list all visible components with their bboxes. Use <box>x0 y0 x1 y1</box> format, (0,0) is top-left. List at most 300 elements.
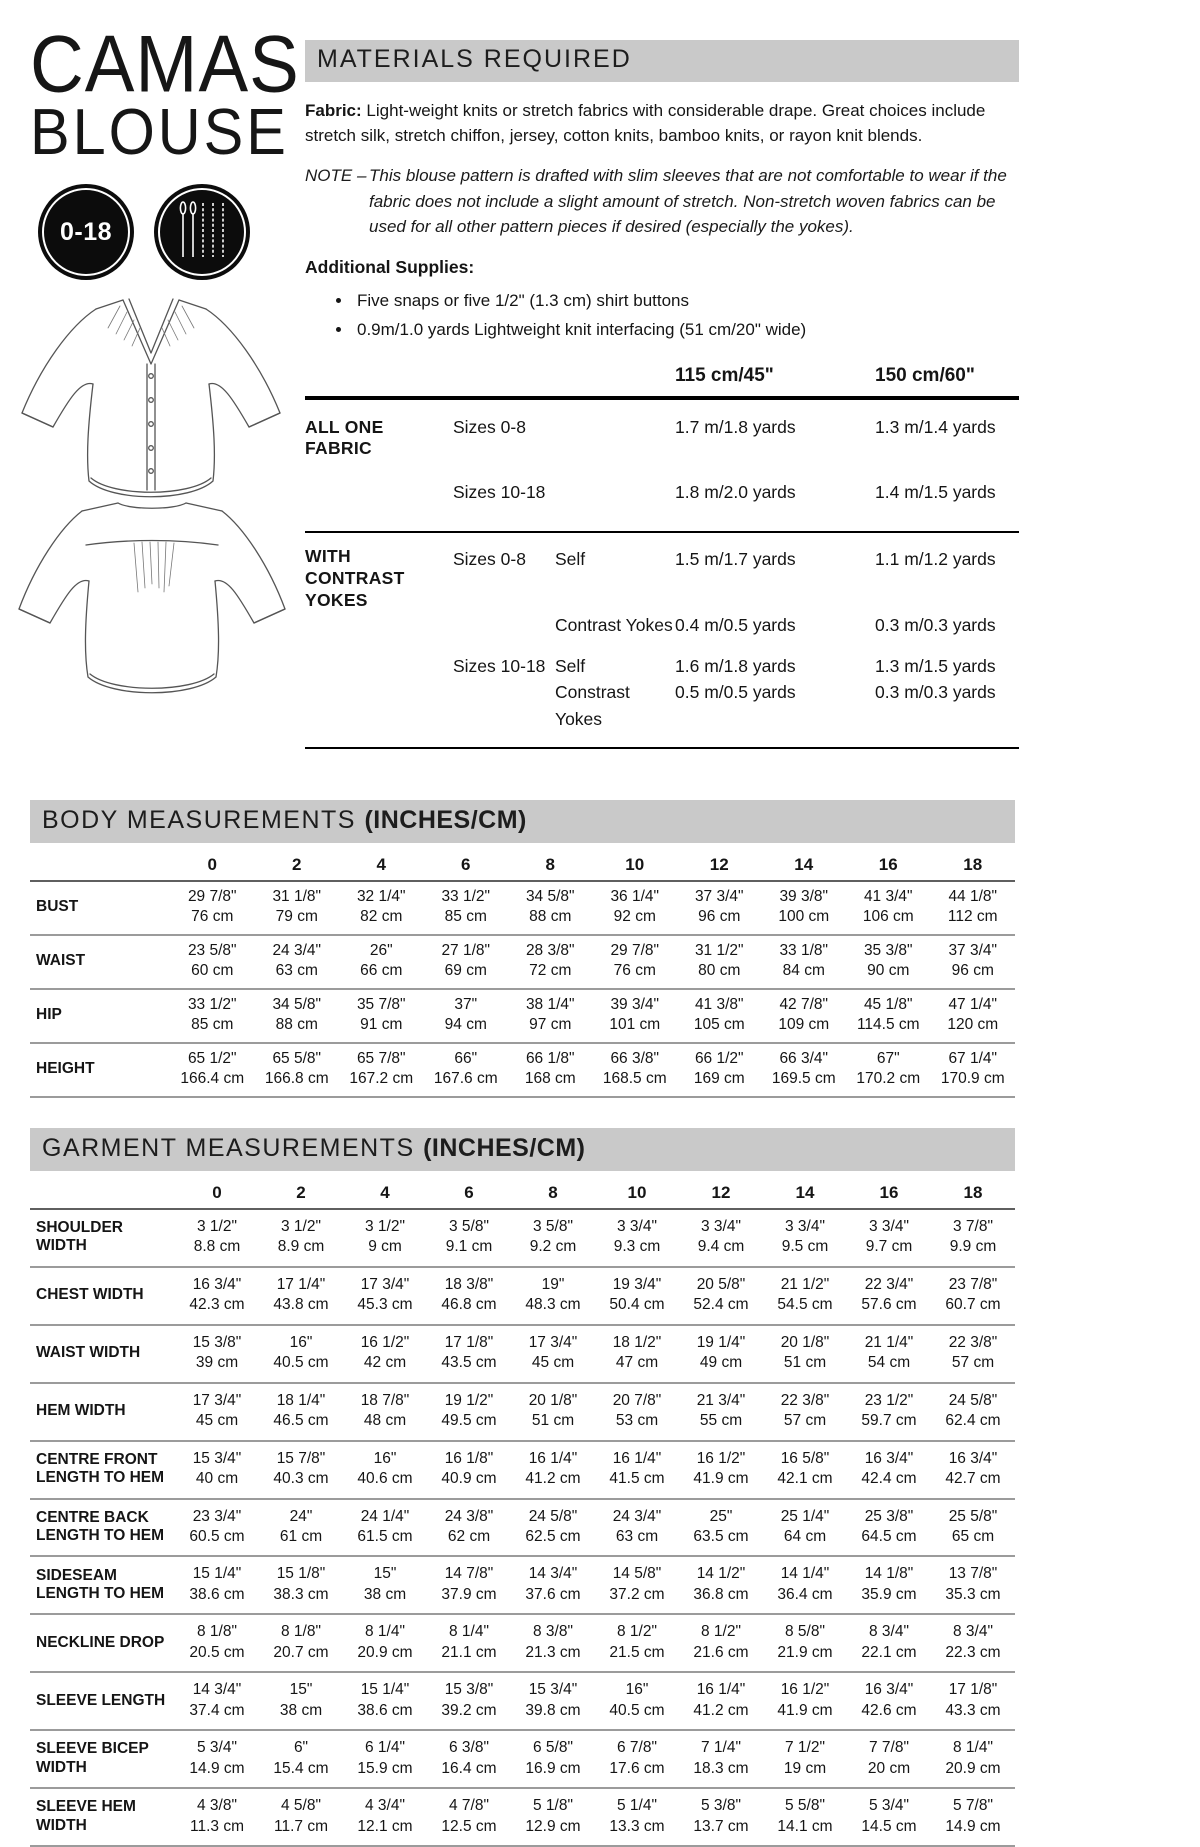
yardage-part: Self <box>555 549 586 570</box>
fabric-label: Fabric: <box>305 101 362 120</box>
value-inches: 5 1/4" <box>617 1797 657 1815</box>
measurement-cell <box>593 989 678 1043</box>
value-inches: 27 1/8" <box>441 941 491 959</box>
measurement-cell <box>259 1267 343 1325</box>
value-inches: 5 5/8" <box>785 1797 825 1815</box>
value-cm: 46.5 cm <box>273 1412 329 1430</box>
measurement-cell <box>259 1672 343 1730</box>
size-column-header: 12 <box>677 845 762 881</box>
materials-heading-bar <box>305 40 1019 82</box>
value-inches: 13 7/8" <box>948 1565 998 1583</box>
measurement-cell <box>846 989 931 1043</box>
yardage-150: 1.1 m/1.2 yards <box>875 549 996 570</box>
value-cm: 18.3 cm <box>693 1759 749 1777</box>
value-inches: 24" <box>289 1507 313 1525</box>
measurement-cell <box>511 1788 595 1846</box>
measurement-row <box>30 881 1015 935</box>
value-inches: 65 5/8" <box>272 1049 322 1067</box>
measurement-cell <box>763 1556 847 1614</box>
value-cm: 36.4 cm <box>777 1585 833 1603</box>
measurement-cell <box>762 881 847 935</box>
yardage-sizes: Sizes 0-8 <box>453 416 526 437</box>
value-inches: 22 3/8" <box>948 1333 998 1351</box>
value-inches: 66 1/2" <box>694 1049 744 1067</box>
value-cm: 21.1 cm <box>441 1643 497 1661</box>
value-inches: 15 1/4" <box>192 1565 242 1583</box>
value-cm: 20.7 cm <box>273 1643 329 1661</box>
note-paragraph <box>305 163 1019 240</box>
value-inches: 16 1/8" <box>444 1449 494 1467</box>
value-cm: 12.1 cm <box>357 1817 413 1835</box>
measurement-cell <box>175 1209 259 1267</box>
value-cm: 64 cm <box>783 1527 827 1545</box>
value-cm: 40.3 cm <box>273 1470 329 1488</box>
size-header-row <box>30 845 1015 881</box>
yardage-150: 0.3 m/0.3 yards <box>875 614 996 635</box>
measurement-cell <box>427 1614 511 1672</box>
measurement-cell <box>343 1383 427 1441</box>
value-inches: 65 1/2" <box>187 1049 237 1067</box>
size-column-header: 16 <box>847 1173 931 1209</box>
value-inches: 17 1/8" <box>444 1333 494 1351</box>
value-cm: 49 cm <box>699 1354 743 1372</box>
value-inches: 39 3/8" <box>779 888 829 905</box>
value-inches: 29 7/8" <box>187 888 237 905</box>
value-cm: 105 cm <box>693 1016 745 1034</box>
yardage-group-label: WITH CONTRAST YOKES <box>305 546 405 611</box>
measurement-row <box>30 1730 1015 1788</box>
value-cm: 14.9 cm <box>945 1817 1001 1835</box>
materials-heading: MATERIALS REQUIRED <box>317 45 632 73</box>
value-cm: 82 cm <box>360 908 403 926</box>
measurement-row <box>30 1788 1015 1846</box>
value-cm: 85 cm <box>444 908 487 926</box>
value-cm: 53 cm <box>615 1412 659 1430</box>
measurement-cell <box>763 1788 847 1846</box>
measurement-cell <box>931 1672 1015 1730</box>
value-inches: 24 5/8" <box>528 1507 578 1525</box>
measurement-cell <box>175 1730 259 1788</box>
value-cm: 46.8 cm <box>441 1296 497 1314</box>
measurement-row <box>30 1267 1015 1325</box>
value-cm: 96 cm <box>698 908 741 926</box>
materials-section <box>305 40 1019 749</box>
needles-icon <box>176 199 228 266</box>
measurement-cell <box>427 1672 511 1730</box>
value-inches: 16 1/4" <box>612 1449 662 1467</box>
value-inches: 7 1/4" <box>701 1739 741 1757</box>
measurement-cell <box>931 1043 1016 1097</box>
value-cm: 21.6 cm <box>693 1643 749 1661</box>
value-cm: 42.4 cm <box>861 1470 917 1488</box>
measurement-label: HEIGHT <box>30 1043 170 1097</box>
measurement-label: SLEEVE HEM WIDTH <box>30 1788 175 1846</box>
value-inches: 5 3/8" <box>701 1797 741 1815</box>
value-cm: 80 cm <box>698 962 741 980</box>
value-inches: 3 1/2" <box>281 1218 321 1235</box>
measurement-cell <box>259 1499 343 1557</box>
measurement-cell <box>259 1614 343 1672</box>
value-cm: 35.3 cm <box>945 1585 1001 1603</box>
value-inches: 22 3/8" <box>780 1391 830 1409</box>
measurement-cell <box>679 1614 763 1672</box>
value-inches: 65 7/8" <box>356 1049 406 1067</box>
value-inches: 38 1/4" <box>525 995 575 1013</box>
value-inches: 5 3/4" <box>869 1797 909 1815</box>
measurement-cell <box>846 935 931 989</box>
value-inches: 16" <box>625 1681 649 1699</box>
value-inches: 16 1/2" <box>696 1449 746 1467</box>
garment-measurements-section <box>30 1128 1015 1847</box>
measurement-cell <box>677 1043 762 1097</box>
value-inches: 16" <box>289 1333 313 1351</box>
value-inches: 28 3/8" <box>525 941 575 959</box>
value-inches: 3 3/4" <box>701 1218 741 1235</box>
value-cm: 112 cm <box>947 908 998 926</box>
supplies-list <box>305 287 1019 345</box>
measurement-cell <box>595 1209 679 1267</box>
measurement-cell <box>762 989 847 1043</box>
measurement-cell <box>763 1267 847 1325</box>
size-range-label: 0-18 <box>59 217 113 246</box>
value-cm: 42.3 cm <box>189 1296 245 1314</box>
measurement-cell <box>343 1556 427 1614</box>
yardage-col-header-115: 115 cm/45" <box>675 364 774 386</box>
value-cm: 57 cm <box>951 1354 995 1372</box>
value-inches: 15 1/4" <box>360 1681 410 1699</box>
value-inches: 20 1/8" <box>528 1391 578 1409</box>
measurement-cell <box>595 1614 679 1672</box>
measurement-cell <box>259 1325 343 1383</box>
value-cm: 62.4 cm <box>945 1412 1001 1430</box>
value-inches: 3 1/2" <box>365 1218 405 1235</box>
measurement-cell <box>255 881 340 935</box>
measurement-cell <box>511 1209 595 1267</box>
value-inches: 44 1/8" <box>948 888 998 905</box>
value-cm: 42.6 cm <box>861 1701 917 1719</box>
value-cm: 66 cm <box>360 962 403 980</box>
value-inches: 8 1/2" <box>701 1623 741 1641</box>
measurement-label: HEM WIDTH <box>30 1383 175 1441</box>
yardage-150: 0.3 m/0.3 yards <box>875 682 996 703</box>
measurement-cell <box>595 1325 679 1383</box>
value-inches: 18 1/2" <box>612 1333 662 1351</box>
measurement-cell <box>170 881 255 935</box>
measurement-label: CHEST WIDTH <box>30 1267 175 1325</box>
measurement-cell <box>259 1441 343 1499</box>
brand-column <box>30 19 304 280</box>
value-cm: 60.5 cm <box>189 1527 245 1545</box>
measurement-cell <box>424 881 509 935</box>
value-cm: 62 cm <box>447 1527 491 1545</box>
value-cm: 45 cm <box>531 1354 575 1372</box>
value-inches: 20 7/8" <box>612 1391 662 1409</box>
value-inches: 5 3/4" <box>197 1739 237 1757</box>
measurement-cell <box>595 1556 679 1614</box>
measurement-row <box>30 1672 1015 1730</box>
value-inches: 15" <box>289 1681 313 1699</box>
size-column-header: 14 <box>762 845 847 881</box>
blouse-back-illustration <box>6 492 298 704</box>
garment-measurements-table <box>30 1173 1015 1847</box>
measurement-cell <box>427 1267 511 1325</box>
measurement-cell <box>255 1043 340 1097</box>
measurement-cell <box>175 1556 259 1614</box>
measurement-cell <box>508 935 593 989</box>
value-cm: 19 cm <box>783 1759 827 1777</box>
value-inches: 41 3/8" <box>694 995 744 1013</box>
value-inches: 8 1/8" <box>281 1623 321 1641</box>
value-cm: 48 cm <box>363 1412 407 1430</box>
yardage-header-row <box>305 365 1019 396</box>
value-inches: 19 1/2" <box>444 1391 494 1409</box>
measurement-cell <box>170 989 255 1043</box>
value-inches: 14 1/2" <box>696 1565 746 1583</box>
note-text: This blouse pattern is drafted with slim sleeves that are not comfortable to wear if the fabric does not include a slight amount of stretch. Non-stretch woven fabrics can be used for all other pattern pieces if desired (especially the yokes). <box>369 166 1007 237</box>
value-inches: 17 3/4" <box>360 1275 410 1293</box>
measurement-cell <box>931 1499 1015 1557</box>
value-inches: 20 1/8" <box>780 1333 830 1351</box>
measurement-row <box>30 1325 1015 1383</box>
value-inches: 3 7/8" <box>953 1218 993 1235</box>
value-cm: 9.1 cm <box>445 1238 493 1256</box>
value-cm: 60.7 cm <box>945 1296 1001 1314</box>
value-cm: 170.9 cm <box>940 1070 1005 1088</box>
value-inches: 8 3/4" <box>869 1623 909 1641</box>
measurement-cell <box>427 1325 511 1383</box>
value-cm: 167.2 cm <box>349 1070 414 1088</box>
value-cm: 100 cm <box>778 908 830 926</box>
measurement-cell <box>847 1499 931 1557</box>
value-inches: 19" <box>541 1275 565 1293</box>
body-measurements-heading-units: (INCHES/CM) <box>364 806 527 834</box>
value-cm: 43.3 cm <box>945 1701 1001 1719</box>
measurement-label: SLEEVE LENGTH <box>30 1672 175 1730</box>
value-cm: 84 cm <box>782 962 825 980</box>
measurement-cell <box>679 1672 763 1730</box>
value-cm: 43.5 cm <box>441 1354 497 1372</box>
value-inches: 8 5/8" <box>785 1623 825 1641</box>
value-cm: 101 cm <box>609 1016 661 1034</box>
value-cm: 39.2 cm <box>441 1701 497 1719</box>
value-cm: 63 cm <box>275 962 318 980</box>
value-cm: 166.8 cm <box>264 1070 329 1088</box>
value-inches: 37 3/4" <box>948 941 998 959</box>
yardage-150: 1.4 m/1.5 yards <box>875 482 996 503</box>
measurement-cell <box>508 1043 593 1097</box>
measurement-cell <box>595 1267 679 1325</box>
measurement-cell <box>511 1556 595 1614</box>
measurement-row <box>30 1043 1015 1097</box>
corner-cell <box>30 845 170 881</box>
size-column-header: 8 <box>511 1173 595 1209</box>
value-cm: 52.4 cm <box>693 1296 749 1314</box>
measurement-label: WAIST <box>30 935 170 989</box>
value-inches: 25 3/8" <box>864 1507 914 1525</box>
value-cm: 11.3 cm <box>190 1817 244 1835</box>
measurement-cell <box>847 1614 931 1672</box>
measurement-row <box>30 1556 1015 1614</box>
measurement-cell <box>339 989 424 1043</box>
measurement-cell <box>175 1383 259 1441</box>
page-title <box>30 19 304 169</box>
measurement-cell <box>679 1788 763 1846</box>
value-inches: 8 1/4" <box>365 1623 405 1641</box>
measurement-cell <box>846 881 931 935</box>
value-inches: 15 3/8" <box>192 1333 242 1351</box>
value-inches: 15 3/4" <box>528 1681 578 1699</box>
size-column-header: 18 <box>931 845 1016 881</box>
yardage-row <box>305 482 1019 503</box>
measurement-cell <box>343 1672 427 1730</box>
value-inches: 4 7/8" <box>449 1797 489 1815</box>
value-cm: 106 cm <box>862 908 914 926</box>
value-cm: 37.9 cm <box>441 1585 497 1603</box>
value-cm: 38 cm <box>279 1701 323 1719</box>
value-inches: 15" <box>373 1565 397 1583</box>
value-cm: 65 cm <box>951 1527 995 1545</box>
value-cm: 54.5 cm <box>777 1296 833 1314</box>
size-column-header: 4 <box>339 845 424 881</box>
measurement-cell <box>677 935 762 989</box>
value-cm: 50.4 cm <box>609 1296 665 1314</box>
value-inches: 47 1/4" <box>948 995 998 1013</box>
value-inches: 5 7/8" <box>953 1797 993 1815</box>
value-inches: 23 5/8" <box>187 941 237 959</box>
yardage-row <box>305 679 1019 732</box>
value-inches: 3 1/2" <box>197 1218 237 1235</box>
value-cm: 57.6 cm <box>861 1296 917 1314</box>
measurement-cell <box>427 1441 511 1499</box>
value-inches: 4 3/4" <box>365 1797 405 1815</box>
measurement-cell <box>595 1730 679 1788</box>
value-inches: 32 1/4" <box>356 888 406 905</box>
value-cm: 20 cm <box>867 1759 911 1777</box>
value-inches: 25 1/4" <box>780 1507 830 1525</box>
value-cm: 59.7 cm <box>861 1412 917 1430</box>
measurement-cell <box>175 1614 259 1672</box>
title-line-1: CAMAS <box>30 19 300 110</box>
measurement-cell <box>424 989 509 1043</box>
measurement-cell <box>931 881 1016 935</box>
value-inches: 17 3/4" <box>192 1391 242 1409</box>
value-cm: 9.9 cm <box>949 1238 997 1256</box>
yardage-col-header-150: 150 cm/60" <box>875 364 975 386</box>
value-cm: 21.3 cm <box>525 1643 581 1661</box>
value-cm: 166.4 cm <box>180 1070 245 1088</box>
value-cm: 14.9 cm <box>189 1759 245 1777</box>
measurement-cell <box>339 1043 424 1097</box>
value-cm: 49.5 cm <box>441 1412 497 1430</box>
value-inches: 34 5/8" <box>272 995 322 1013</box>
value-inches: 16 3/4" <box>864 1681 914 1699</box>
value-inches: 20 5/8" <box>696 1275 746 1293</box>
value-cm: 15.9 cm <box>357 1759 413 1777</box>
measurement-cell <box>595 1788 679 1846</box>
size-column-header: 18 <box>931 1173 1015 1209</box>
value-inches: 15 3/8" <box>444 1681 494 1699</box>
value-cm: 168.5 cm <box>602 1070 667 1088</box>
value-inches: 19 1/4" <box>696 1333 746 1351</box>
size-column-header: 14 <box>763 1173 847 1209</box>
measurement-cell <box>763 1209 847 1267</box>
value-cm: 38.6 cm <box>357 1701 413 1719</box>
value-inches: 18 3/8" <box>444 1275 494 1293</box>
value-inches: 7 1/2" <box>785 1739 825 1757</box>
value-cm: 8.9 cm <box>277 1238 325 1256</box>
measurement-cell <box>511 1672 595 1730</box>
value-cm: 120 cm <box>947 1016 999 1034</box>
value-inches: 21 1/2" <box>780 1275 830 1293</box>
value-inches: 3 5/8" <box>533 1218 573 1235</box>
value-cm: 9.7 cm <box>865 1238 913 1256</box>
measurement-label: BUST <box>30 881 170 935</box>
size-column-header: 12 <box>679 1173 763 1209</box>
measurement-cell <box>679 1499 763 1557</box>
yardage-sizes: Sizes 0-8 <box>453 549 526 570</box>
yardage-115: 1.6 m/1.8 yards <box>675 656 796 677</box>
value-cm: 39 cm <box>195 1354 239 1372</box>
measurement-cell <box>847 1383 931 1441</box>
value-cm: 22.1 cm <box>861 1643 917 1661</box>
size-column-header: 2 <box>259 1173 343 1209</box>
yardage-sizes: Sizes 10-18 <box>453 482 546 503</box>
measurement-cell <box>175 1672 259 1730</box>
value-inches: 5 1/8" <box>533 1797 573 1815</box>
measurement-cell <box>931 989 1016 1043</box>
value-inches: 22 3/4" <box>864 1275 914 1293</box>
value-cm: 21.5 cm <box>609 1643 665 1661</box>
value-inches: 66 3/8" <box>610 1049 660 1067</box>
value-inches: 37 3/4" <box>694 888 744 905</box>
value-inches: 14 3/4" <box>528 1565 578 1583</box>
value-inches: 14 7/8" <box>444 1565 494 1583</box>
measurement-cell <box>427 1499 511 1557</box>
value-cm: 97 cm <box>529 1016 572 1034</box>
measurement-cell <box>259 1209 343 1267</box>
value-cm: 72 cm <box>529 962 572 980</box>
value-inches: 36 1/4" <box>610 888 660 905</box>
value-inches: 66 1/8" <box>525 1049 575 1067</box>
value-cm: 39.8 cm <box>525 1701 581 1719</box>
measurement-cell <box>679 1730 763 1788</box>
measurement-cell <box>763 1499 847 1557</box>
value-inches: 3 3/4" <box>869 1218 909 1235</box>
measurement-row <box>30 935 1015 989</box>
value-cm: 88 cm <box>275 1016 318 1034</box>
measurement-cell <box>508 989 593 1043</box>
measurement-cell <box>931 1614 1015 1672</box>
value-inches: 23 3/4" <box>192 1507 242 1525</box>
yardage-row <box>305 417 1019 461</box>
value-inches: 66" <box>454 1049 478 1067</box>
value-inches: 45 1/8" <box>863 995 913 1013</box>
value-cm: 9.5 cm <box>781 1238 829 1256</box>
value-inches: 33 1/2" <box>187 995 237 1013</box>
measurement-cell <box>511 1383 595 1441</box>
value-inches: 67" <box>876 1049 900 1067</box>
value-inches: 8 3/8" <box>533 1623 573 1641</box>
value-inches: 16 1/4" <box>696 1681 746 1699</box>
value-inches: 6 7/8" <box>617 1739 657 1757</box>
body-measurements-heading-bar <box>30 800 1015 843</box>
measurement-cell <box>679 1556 763 1614</box>
value-inches: 41 3/4" <box>863 888 913 905</box>
value-inches: 16 1/4" <box>528 1449 578 1467</box>
all-one-fabric-section <box>305 396 1019 532</box>
value-cm: 37.6 cm <box>525 1585 581 1603</box>
measurement-cell <box>847 1730 931 1788</box>
